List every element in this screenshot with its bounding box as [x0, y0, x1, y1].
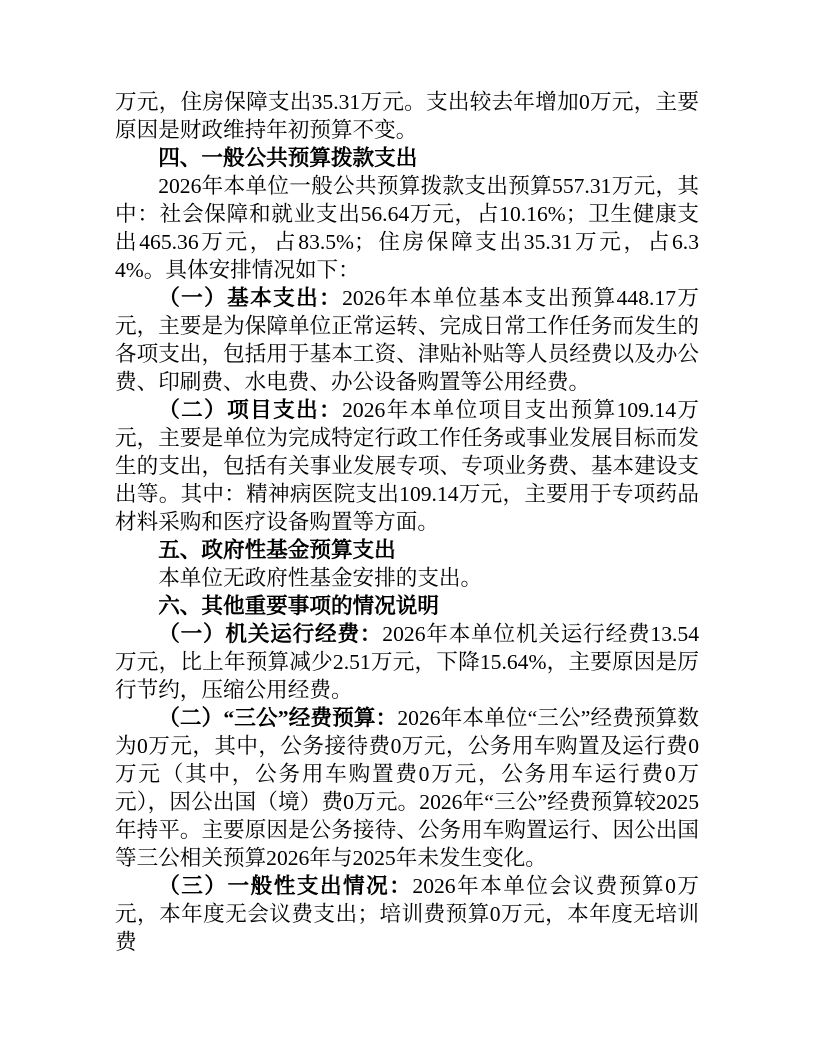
section-heading: [115, 536, 699, 564]
bold-lead-text: （一）机关运行经费：: [158, 622, 383, 646]
body-paragraph: [115, 704, 699, 872]
bold-lead-text: （二）“三公”经费预算：: [158, 706, 398, 730]
body-text-run: 2026年本单位项目支出预算109.14万元，主要是单位为完成特定行政工作任务或事业发展目标而发生的支出，包括有关事业发展专项、专项业务费、基本建设支出等。其中：精神病医院支出109.14万元，主要用于专项药品材料采购和医疗设备购置等方面。: [115, 398, 699, 534]
document-content: [115, 88, 699, 956]
body-paragraph: [115, 88, 699, 144]
body-paragraph: [115, 872, 699, 956]
body-text-run: 2026年本单位基本支出预算448.17万元，主要是为保障单位正常运转、完成日常工作任务而发生的各项支出，包括用于基本工资、津贴补贴等人员经费以及办公费、印刷费、水电费、办公设备购置等公用经费。: [115, 286, 699, 394]
body-text-run: 2026年本单位机关运行经费13.54万元，比上年预算减少2.51万元，下降15.64%，主要原因是厉行节约，压缩公用经费。: [115, 622, 699, 702]
body-paragraph: [115, 564, 699, 592]
body-paragraph: [115, 396, 699, 536]
body-text-run: 本单位无政府性基金安排的支出。: [158, 566, 483, 590]
body-paragraph: [115, 284, 699, 396]
bold-lead-text: 四、一般公共预算拨款支出: [158, 146, 418, 170]
bold-lead-text: （三）一般性支出情况：: [158, 874, 413, 898]
bold-lead-text: （二）项目支出：: [158, 398, 343, 422]
section-heading: [115, 144, 699, 172]
body-text-run: 2026年本单位一般公共预算拨款支出预算557.31万元，其中：社会保障和就业支出56.64万元，占10.16%；卫生健康支出465.36万元，占83.5%；住房保障支出35.31万元，占6.34%。具体安排情况如下：: [115, 174, 699, 282]
section-heading: [115, 592, 699, 620]
bold-lead-text: 五、政府性基金预算支出: [158, 538, 396, 562]
bold-lead-text: （一）基本支出：: [158, 286, 343, 310]
body-text-run: 万元，住房保障支出35.31万元。支出较去年增加0万元，主要原因是财政维持年初预算不变。: [115, 90, 699, 142]
body-text-run: 2026年本单位会议费预算0万元，本年度无会议费支出；培训费预算0万元，本年度无培训费: [115, 874, 699, 954]
body-paragraph: [115, 172, 699, 284]
bold-lead-text: 六、其他重要事项的情况说明: [158, 594, 439, 618]
body-text-run: 2026年本单位“三公”经费预算数为0万元，其中，公务接待费0万元，公务用车购置及运行费0万元（其中，公务用车购置费0万元，公务用车运行费0万元），因公出国（境）费0万元。2026年“三公”经费预算较2025年持平。主要原因是公务接待、公务用车购置运行、因公出国等三公相关预算2026年与2025年未发生变化。: [115, 706, 699, 870]
body-paragraph: [115, 620, 699, 704]
